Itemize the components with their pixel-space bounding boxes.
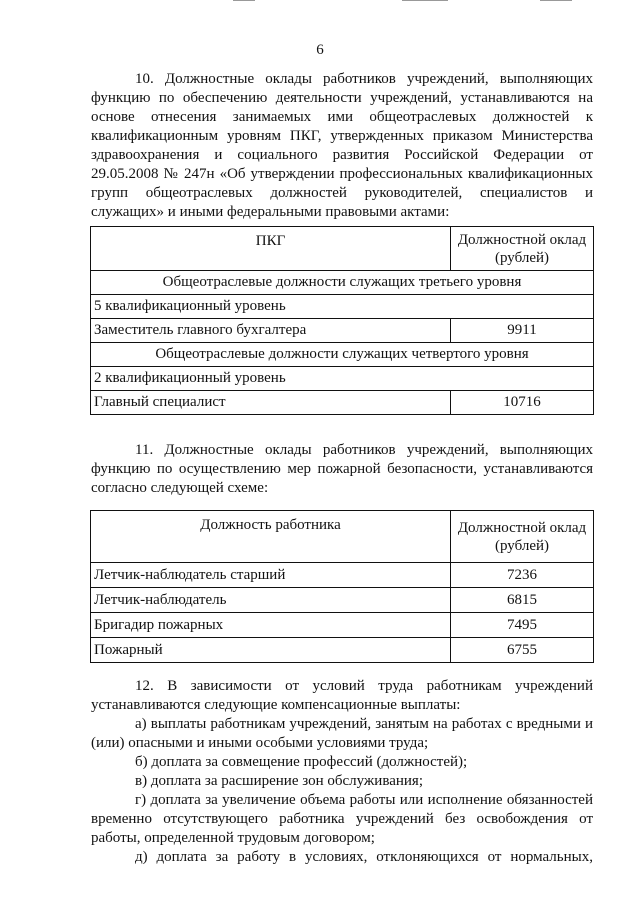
section-12-item-d: г) доплата за увеличение объема работы или исполнение обязанностей временно отсутствующего работника учреждений без освобождения от работы, определенной трудовым договором; [91,792,593,846]
position-name: Летчик-наблюдатель [91,588,451,613]
header-position: Должность работника [91,511,451,563]
position-name: Летчик-наблюдатель старший [91,563,451,588]
table-row [91,638,594,663]
table-level-row [91,367,594,391]
table-group-row [91,343,594,367]
scan-artifact [233,0,255,1]
header-pkg: ПКГ [91,227,451,271]
section-10 [91,70,593,222]
salary-value: 7236 [451,563,594,588]
header-salary: Должностной оклад (рублей) [451,227,594,271]
table-row [91,319,594,343]
table-header-row [91,227,594,271]
table-level-row [91,295,594,319]
section-10-text: 10. Должностные оклады работников учреждений, выполняющих функцию по обеспечению деятельности учреждений, устанавливаются на основе отнесения занимаемых ими общеотраслевых должностей к квалификационным уровням ПКГ, утвержденных приказом Министерства здравоохранения и социального развития Российской Федерации от 29.05.2008 № 247н «Об утверждении профессиональных квалификационных групп общеотраслевых должностей руководителей, специалистов и служащих» и иными федеральными правовыми актами: [91,71,593,220]
table-row [91,563,594,588]
group-third-level: Общеотраслевые должности служащих третьего уровня [91,271,594,295]
position-name: Заместитель главного бухгалтера [91,319,451,343]
section-12-item-a: а) выплаты работникам учреждений, занятым на работах с вредными и (или) опасными и иными особыми условиями труда; [91,716,593,751]
table-group-row [91,271,594,295]
header-salary: Должностной оклад (рублей) [451,511,594,563]
salary-value: 6815 [451,588,594,613]
salary-value: 9911 [451,319,594,343]
level-5: 5 квалификационный уровень [91,295,594,319]
table-header-row [91,511,594,563]
section-12-item-e: д) доплата за работу в условиях, отклоняющихся от нормальных, [135,849,593,865]
section-11-text: 11. Должностные оклады работников учреждений, выполняющих функцию по осуществлению мер пожарной безопасности, устанавливаются согласно следующей схеме: [91,442,593,496]
section-12-item-b: б) доплата за совмещение профессий (должностей); [135,754,468,770]
section-12 [91,677,593,867]
section-11 [91,441,593,498]
salary-value: 10716 [451,391,594,415]
group-fourth-level: Общеотраслевые должности служащих четвертого уровня [91,343,594,367]
salary-value: 7495 [451,613,594,638]
page-number: 6 [316,42,324,58]
level-2: 2 квалификационный уровень [91,367,594,391]
salary-table-pkg [90,226,594,415]
table-row [91,613,594,638]
salary-value: 6755 [451,638,594,663]
scan-artifact [540,0,572,1]
scan-artifact [402,0,448,1]
salary-table-fire [90,510,594,663]
position-name: Пожарный [91,638,451,663]
section-12-intro: 12. В зависимости от условий труда работникам учреждений устанавливаются следующие компенсационные выплаты: [91,678,593,713]
table-row [91,588,594,613]
position-name: Бригадир пожарных [91,613,451,638]
position-name: Главный специалист [91,391,451,415]
section-12-item-c: в) доплата за расширение зон обслуживания; [135,773,423,789]
table-row [91,391,594,415]
